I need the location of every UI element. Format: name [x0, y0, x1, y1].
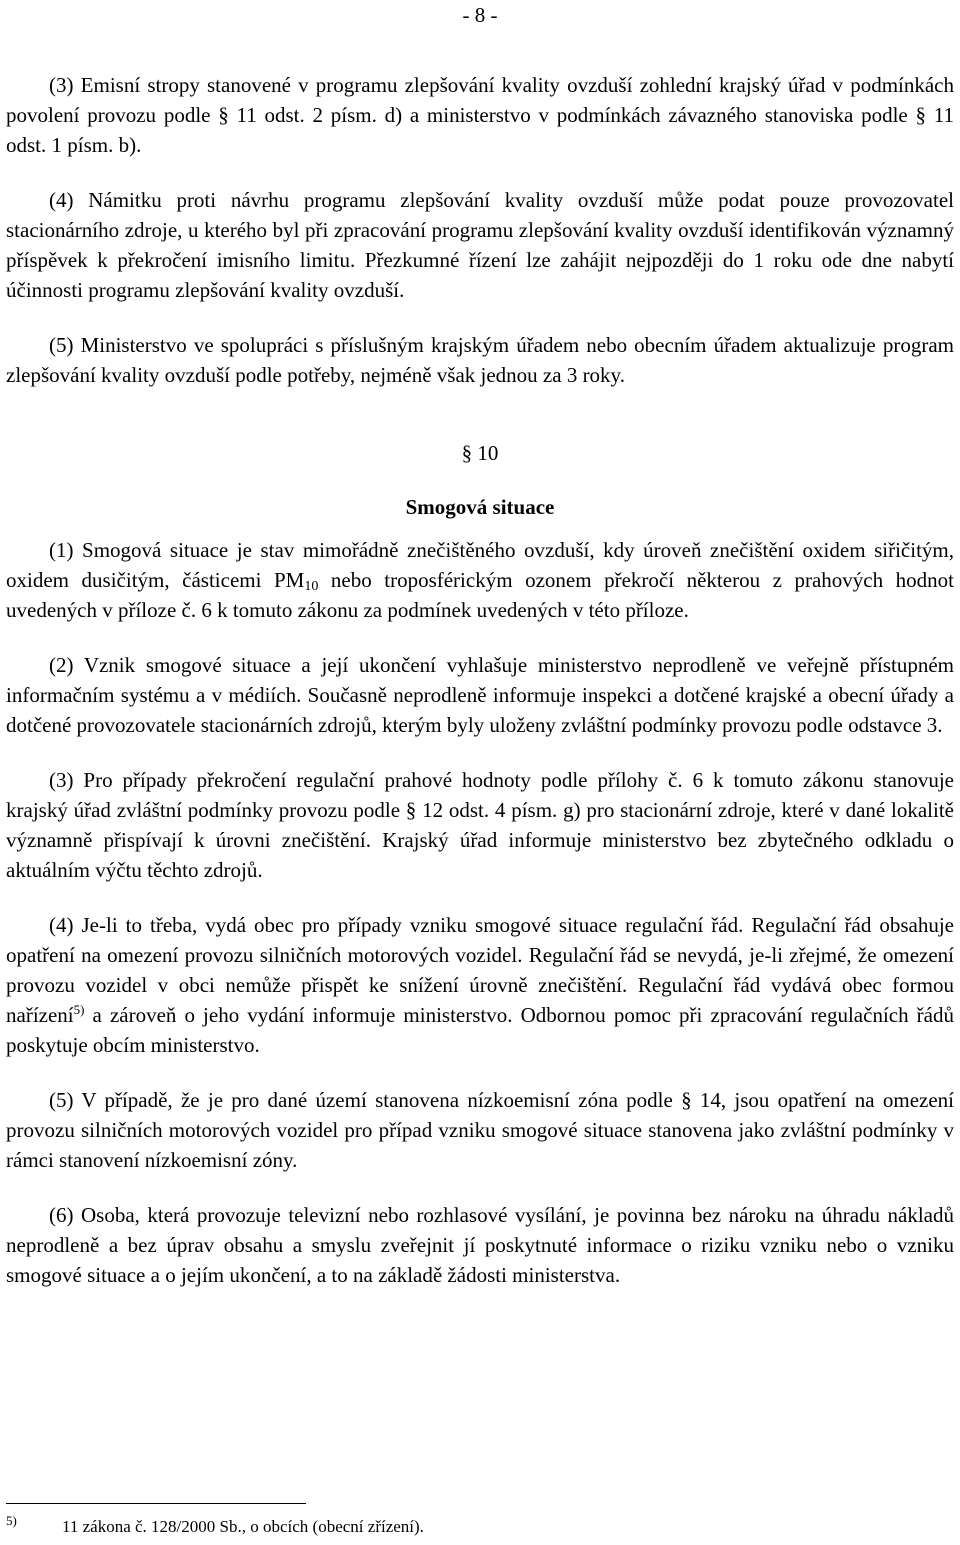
footnote-mark: 5) [6, 1513, 17, 1528]
paragraph-low-emission-zone: (5) V případě, že je pro dané území stanovena nízkoemisní zóna podle § 14, jsou opatření na omezení provozu silničních motorových vozidel pro případ vzniku smogové situace stanovena jako zvláštní podmínky v rámci stanovení nízkoemisní zóny. [6, 1088, 954, 1172]
paragraph-text: (4) Je-li to třeba, vydá obec pro případy vzniku smogové situace regulační řád. Regulační řád obsahuje opatření na omezení provozu silničních motorových vozidel. Regulační řád se nevydá, je-li zřejmé, že omezení provozu vozidel v obci nemůže přispět ke snížení úrovně znečištění. Regulační řád vydává obec formou nařízení [6, 913, 954, 1027]
paragraph-update-program: (5) Ministerstvo ve spolupráci s příslušným krajským úřadem nebo obecním úřadem aktualizuje program zlepšování kvality ovzduší podle potřeby, nejméně však jednou za 3 roky. [6, 333, 954, 387]
paragraph-smog-announcement: (2) Vznik smogové situace a její ukončení vyhlašuje ministerstvo neprodleně ve veřejně přístupném informačním systému a v médiích. Současně neprodleně informuje inspekci a dotčené krajské a obecní úřady a dotčené provozovatele stacionárních zdrojů, kterým byly uloženy zvláštní podmínky provozu podle odstavce 3. [6, 653, 954, 737]
paragraph-regulation-order [6, 910, 954, 1060]
paragraph-text: nebo troposférickým ozonem překročí některou z prahových hodnot uvedených v příloze č. 6 k tomuto zákonu za podmínek uvedených v této příloze. [6, 568, 954, 622]
pm-label: PM [273, 568, 305, 592]
pm-subscript: 10 [304, 579, 319, 594]
paragraph-emission-ceilings: (3) Emisní stropy stanovené v programu zlepšování kvality ovzduší zohlední krajský úřad v podmínkách povolení provozu podle § 11 odst. 2 písm. d) a ministerstvo v podmínkách závazného stanoviska podle § 11 odst. 1 písm. b). [6, 73, 954, 157]
page-number: - 8 - [462, 3, 498, 27]
footnote-divider [6, 1503, 306, 1504]
paragraph-text: (1) Smogová situace je stav mimořádně znečištěného ovzduší, kdy úroveň znečištění oxidem siřičitým, oxidem dusičitým, částicemi [6, 538, 954, 592]
section-number: § 10 [461, 441, 499, 465]
page-body [6, 70, 954, 1315]
paragraph-special-conditions: (3) Pro případy překročení regulační prahové hodnoty podle přílohy č. 6 k tomuto zákonu stanovuje krajský úřad zvláštní podmínky provozu podle § 12 odst. 4 písm. g) pro stacionární zdroje, které v dané lokalitě významně přispívají k úrovni znečištění. Krajský úřad informuje ministerstvo bez zbytečného odkladu o aktuálním výčtu těchto zdrojů. [6, 768, 954, 882]
paragraph-text: a zároveň o jeho vydání informuje ministerstvo. Odbornou pomoc při zpracování regulačních řádů poskytuje obcím ministerstvo. [6, 1003, 954, 1057]
paragraph-objection: (4) Námitku proti návrhu programu zlepšování kvality ovzduší může podat pouze provozovatel stacionárního zdroje, u kterého byl při zpracování programu zlepšování kvality ovzduší identifikován významný příspěvek k překročení imisního limitu. Přezkumné řízení lze zahájit nejpozději do 1 roku ode dne nabytí účinnosti programu zlepšování kvality ovzduší. [6, 188, 954, 302]
footnote-reference[interactable]: 5) [73, 1002, 85, 1017]
section-title: Smogová situace [405, 495, 555, 519]
paragraph-broadcasting: (6) Osoba, která provozuje televizní nebo rozhlasové vysílání, je povinna bez nároku na úhradu nákladů neprodleně a bez úprav obsahu a smyslu zveřejnit jí poskytnuté informace o riziku vzniku nebo o vzniku smogové situace a o jejím ukončení, a to na základě žádosti ministerstva. [6, 1203, 954, 1287]
paragraph-smog-definition [6, 535, 954, 625]
footnote-text: 11 zákona č. 128/2000 Sb., o obcích (obecní zřízení). [62, 1517, 424, 1536]
